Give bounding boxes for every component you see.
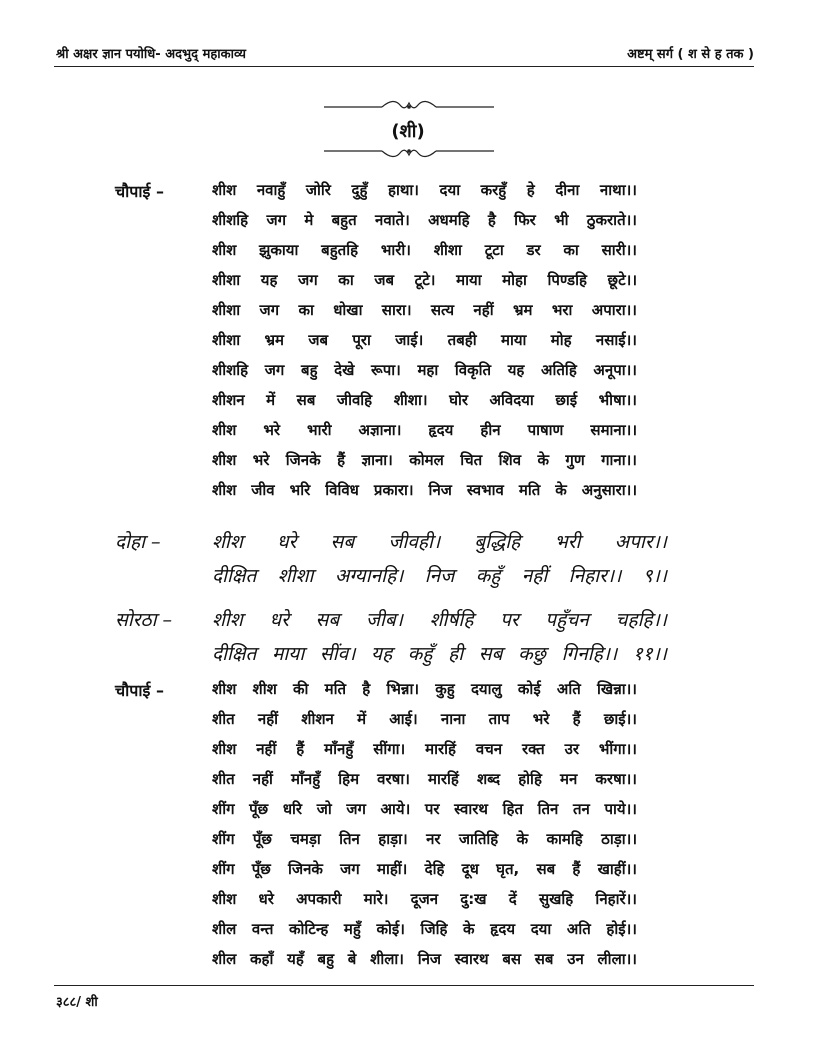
verse-line: शींग पूँछ जिनके जग माहीं। देहि दूध घृत, सब हैं खाहीं।। (212, 860, 637, 878)
verse-line: शीश जीव भरि विविध प्रकारा। निज स्वभाव मति के अनुसारा।। (212, 481, 637, 499)
verse-line: शीश नहीं हैं माँनहुँ सींगा। मारहिं वचन रक्त उर भींगा।। (212, 740, 637, 758)
verse-label: दोहा – (115, 531, 161, 553)
verse-line: शीत नहीं माँनहुँ हिम वरषा। मारहिं शब्द होहि मन करषा।। (212, 770, 637, 788)
verse-line: शीशन में सब जीवहि शीशा। घोर अविदया छाई भीषा।। (212, 391, 637, 409)
verse-line: दीक्षित शीशा अग्यानहि। निज कहुँ नहीं निहार।। ९।। (212, 565, 667, 587)
verse-line: दीक्षित माया सींव। यह कहुँ ही सब कछु गिनहि।। ११।। (212, 643, 667, 665)
header-right: अष्टम् सर्ग ( श से ह तक ) (627, 47, 754, 62)
verse-line: शीश झुकाया बहुतहि भारी। शीशा टूटा डर का सारी।। (212, 241, 637, 259)
ornament-divider-bottom (324, 145, 494, 159)
verse-line: शीश धरे अपकारी मारे। दूजन दु:ख दें सुखहि निहारें।। (212, 890, 637, 908)
verse-line: शीशा भ्रम जब पूरा जाई। तबही माया मोह नसाई।। (212, 331, 637, 349)
page-number: ३८८/ शी (56, 995, 98, 1010)
verse-line: शीश शीश की मति है भिन्ना। कुहु दयालु कोई अति खिन्ना।। (212, 680, 637, 698)
header-rule (54, 66, 754, 67)
verse-line: शील कहाँ यहँ बहु बे शीला। निज स्वारथ बस सब उन लीला।। (212, 950, 637, 968)
ornament-divider-top (324, 98, 494, 112)
verse-line: शीश नवाहुँ जोरि दुहुँ हाथा। दया करहुँ हे दीना नाथा।। (212, 181, 637, 199)
verse-line: शील वन्त कोटिन्ह महुँ कोई। जिहि के हृदय दया अति होई।। (212, 920, 637, 938)
verse-line: शीश धरे सब जीब। शीर्षहि पर पहुँचन चहहि।। (212, 609, 667, 631)
verse-line: शीश भरे जिनके हैं ज्ञाना। कोमल चित शिव के गुण गाना।। (212, 451, 637, 469)
verse-label: चौपाई – (115, 182, 164, 201)
verse-line: शीशहि जग मे बहुत नवाते। अधमहि है फिर भी ठुकराते।। (212, 211, 637, 229)
verse-line: शींग पूँछ धरि जो जग आये। पर स्वारथ हित तिन तन पाये।। (212, 800, 637, 818)
verse-line: शींग पूँछ चमड़ा तिन हाड़ा। नर जातिहि के कामहि ठाड़ा।। (212, 830, 637, 848)
verse-line: शीत नहीं शीशन में आई। नाना ताप भरे हैं छाई।। (212, 710, 637, 728)
verse-line: शीशहि जग बहु देखे रूपा। महा विकृति यह अतिहि अनूपा।। (212, 361, 637, 379)
verse-line: शीशा जग का धोखा सारा। सत्य नहीं भ्रम भरा अपारा।। (212, 301, 637, 319)
verse-line: शीश धरे सब जीवही। बुद्धिहि भरी अपार।। (212, 531, 667, 553)
header-left: श्री अक्षर ज्ञान पयोधि- अदभुद् महाकाव्य (56, 47, 246, 62)
section-title: (शी) (391, 121, 425, 142)
verse-line: शीशा यह जग का जब टूटे। माया मोहा पिण्डहि छूटे।। (212, 271, 637, 289)
footer-rule (54, 985, 754, 986)
verse-label: सोरठा – (115, 609, 173, 631)
verse-line: शीश भरे भारी अज्ञाना। हृदय हीन पाषाण समाना।। (212, 421, 637, 439)
verse-label: चौपाई – (115, 681, 164, 700)
